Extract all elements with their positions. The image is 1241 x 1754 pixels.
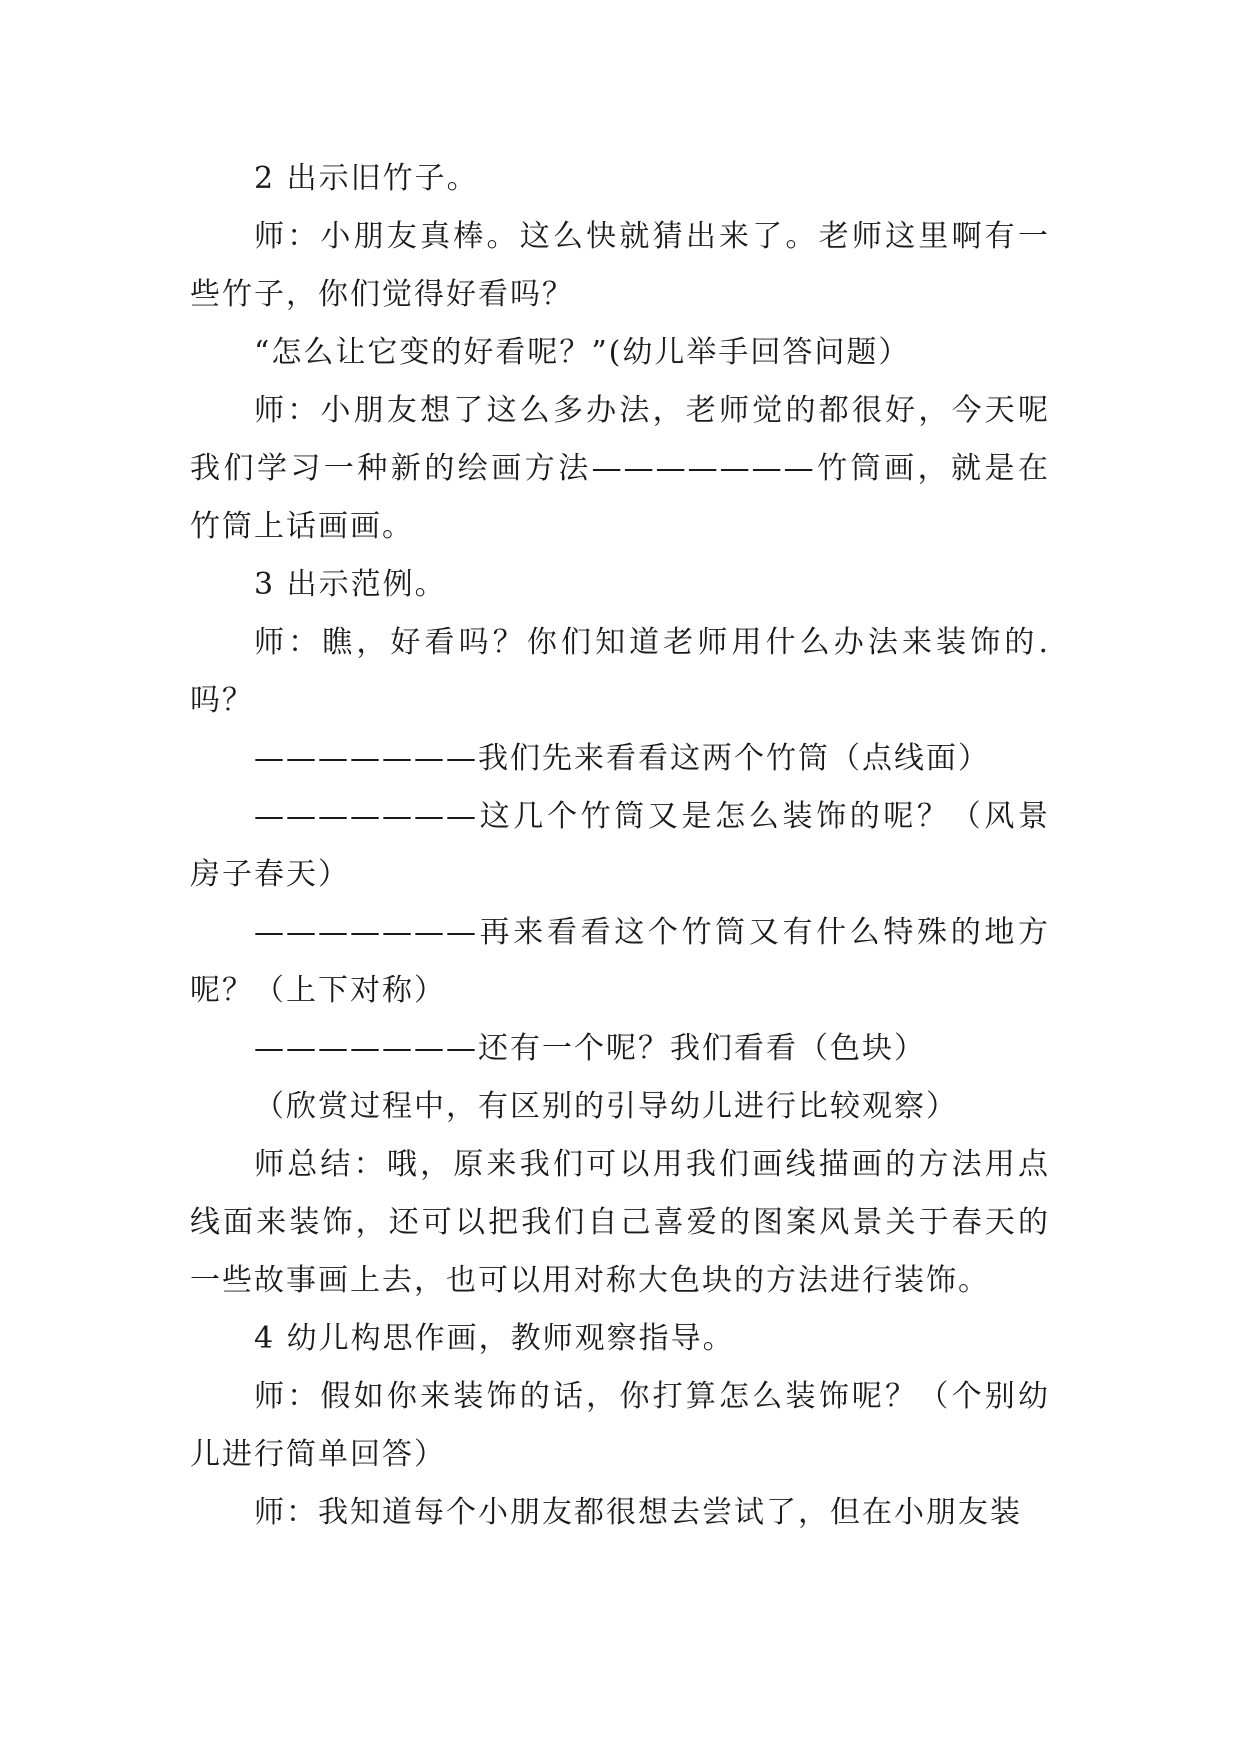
paragraph-question: “怎么让它变的好看呢？”(幼儿举手回答问题） [254, 335, 911, 370]
paragraph-dash-2: ———————这几个竹筒又是怎么装饰的呢？（风景房子春天） [190, 799, 1050, 892]
paragraph-try: 师：我知道每个小朋友都很想去尝试了，但在小朋友装 [254, 1495, 1022, 1530]
paragraph-decorate-question: 师：假如你来装饰的话，你打算怎么装饰呢？（个别幼儿进行简单回答） [190, 1379, 1050, 1472]
paragraph-step-3: 3 出示范例。 [254, 567, 447, 602]
paragraph-appreciation: （欣赏过程中，有区别的引导幼儿进行比较观察） [254, 1089, 958, 1124]
paragraph-dash-3: ———————再来看看这个竹筒又有什么特殊的地方呢？（上下对称） [190, 915, 1050, 1008]
paragraph-look: 师：瞧，好看吗？你们知道老师用什么办法来装饰的.吗？ [190, 625, 1050, 718]
paragraph-dash-4: ———————还有一个呢？我们看看（色块） [254, 1031, 926, 1066]
paragraph-teacher-praise: 师：小朋友真棒。这么快就猜出来了。老师这里啊有一些竹子，你们觉得好看吗？ [190, 219, 1050, 312]
document-body [190, 150, 1050, 1542]
paragraph-step-2: 2 出示旧竹子。 [254, 161, 479, 196]
paragraph-step-4: 4 幼儿构思作画，教师观察指导。 [254, 1321, 735, 1356]
paragraph-new-method: 师：小朋友想了这么多办法，老师觉的都很好，今天呢我们学习一种新的绘画方法———————竹筒画，就是在竹筒上话画画。 [190, 393, 1050, 544]
paragraph-summary: 师总结：哦，原来我们可以用我们画线描画的方法用点线面来装饰，还可以把我们自己喜爱的图案风景关于春天的一些故事画上去，也可以用对称大色块的方法进行装饰。 [190, 1147, 1050, 1298]
paragraph-dash-1: ———————我们先来看看这两个竹筒（点线面） [254, 741, 990, 776]
